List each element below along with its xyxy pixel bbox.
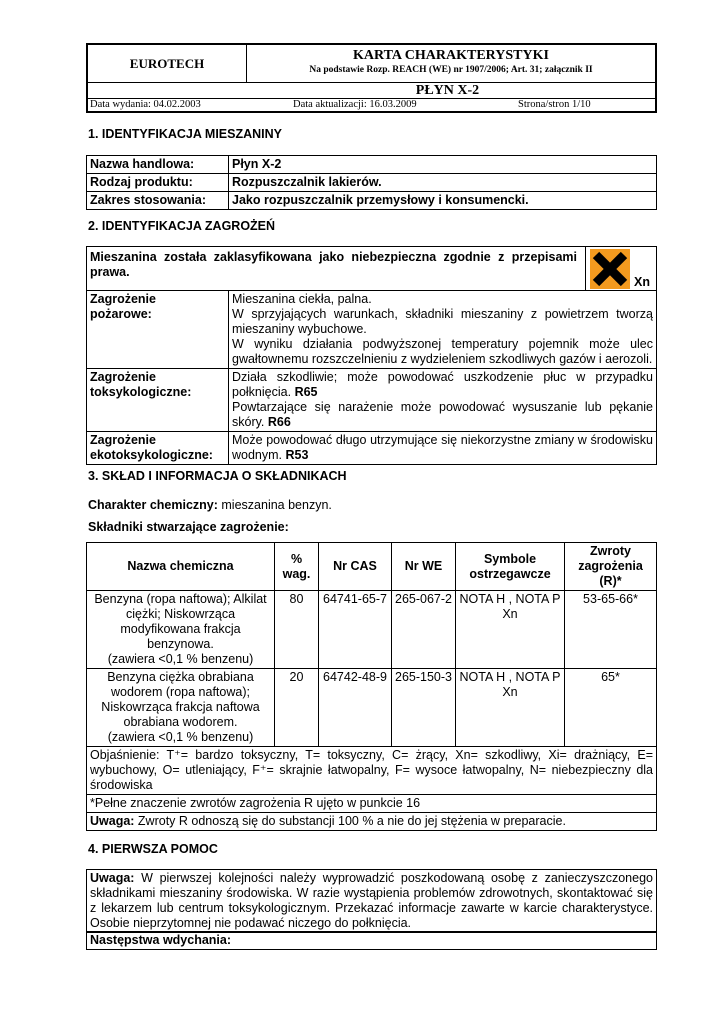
chemical-character-value: mieszanina benzyn. [217, 498, 332, 512]
warning-symbols: NOTA H , NOTA P Xn [456, 669, 565, 747]
risk-code: R66 [267, 415, 291, 429]
trade-name-label: Nazwa handlowa: [87, 156, 229, 174]
hazardous-components-title: Składniki stwarzające zagrożenie: [88, 520, 289, 534]
note-label: Uwaga: [90, 814, 135, 828]
percent-weight: 80 [275, 591, 319, 669]
symbol-legend: Objaśnienie: T⁺= bardzo toksyczny, T= toksyczny, C= żrący, Xn= szkodliwy, Xi= drażniący, E= wybuchowy, O= utleniający, F⁺= skrajnie łatwopalny, F= wysoce łatwopalny, N= niebezpieczny dla środowiska [87, 747, 657, 795]
components-table [86, 542, 657, 831]
fire-hazard-line: Mieszanina ciekła, palna. [232, 292, 372, 306]
trade-name-value: Płyn X-2 [229, 156, 657, 174]
section-3-title: 3. SKŁAD I INFORMACJA O SKŁADNIKACH [88, 469, 347, 483]
risk-code: R65 [294, 385, 318, 399]
product-name: PŁYN X-2 [87, 82, 656, 98]
fire-hazard-line: W sprzyjających warunkach, składniki mieszaniny z powietrzem tworzą mieszaniny wybuchowe. [232, 307, 653, 336]
column-header: % wag. [275, 543, 319, 591]
harmful-x-icon [590, 249, 630, 289]
toxicological-text: Działa szkodliwie; może powodować uszkodzenie płuc w przypadku połknięcia. [232, 370, 653, 399]
fire-hazard-label: Zagrożenie [90, 292, 156, 306]
ecotoxicological-text: Może powodować długo utrzymujące się niekorzystne zmiany w środowisku wodnym. [232, 433, 653, 462]
cas-number: 64741-65-7 [319, 591, 392, 669]
we-number: 265-150-3 [392, 669, 456, 747]
table-row: Benzyna (ropa naftowa); Alkilat ciężki; Niskowrząca modyfikowana frakcja benzynowa. (zawiera <0,1 % benzenu) 80 64741-65-7 265-067-2 NOTA H , NOTA P Xn 53-65-66* [87, 591, 657, 669]
toxicological-text: Powtarzające się narażenie może powodować wysuszanie lub pękanie skóry. [232, 400, 653, 429]
risk-code: R53 [285, 448, 309, 462]
product-type-label: Rodzaj produktu: [87, 174, 229, 192]
identification-table [86, 155, 657, 210]
risk-phrases: 65* [565, 669, 657, 747]
document-subtitle: Na podstawie Rozp. REACH (WE) nr 1907/2006; Art. 31; załącznik II [309, 65, 593, 76]
usage-label: Zakres stosowania: [87, 192, 229, 210]
document-header [86, 43, 657, 113]
cas-number: 64742-48-9 [319, 669, 392, 747]
issue-date: Data wydania: 04.02.2003 [90, 98, 201, 110]
we-number: 265-067-2 [392, 591, 456, 669]
note-text: Zwroty R odnoszą się do substancji 100 % a nie do jej stężenia w preparacie. [134, 814, 566, 828]
note-label: Uwaga: [90, 871, 135, 885]
company-name: EUROTECH [87, 44, 247, 82]
percent-weight: 20 [275, 669, 319, 747]
risk-phrases: 53-65-66* [565, 591, 657, 669]
first-aid-note [86, 869, 657, 933]
page-number: Strona/stron 1/10 [518, 98, 591, 110]
column-header: Nr CAS [319, 543, 392, 591]
warning-symbols: NOTA H , NOTA P Xn [456, 591, 565, 669]
classification-statement: Mieszanina została zaklasyfikowana jako niebezpieczna zgodnie z przepisami prawa. [90, 250, 577, 279]
toxicological-hazard-label: Zagrożenie [90, 370, 156, 384]
table-row: Benzyna ciężka obrabiana wodorem (ropa naftowa); Niskowrząca frakcja naftowa obrabiana wodorem. (zawiera <0,1 % benzenu) 20 64742-48-9 265-150-3 NOTA H , NOTA P Xn 65* [87, 669, 657, 747]
hazard-symbol-label: Xn [634, 275, 650, 289]
column-header: Symbole ostrzegawcze [456, 543, 565, 591]
section-1-title: 1. IDENTYFIKACJA MIESZANINY [88, 127, 283, 141]
column-header: Nr WE [392, 543, 456, 591]
inhalation-effects-label: Następstwa wdychania: [86, 931, 657, 950]
section-4-title: 4. PIERWSZA POMOC [88, 842, 218, 856]
chemical-name: Benzyna ciężka obrabiana wodorem (ropa naftowa); Niskowrząca frakcja naftowa obrabiana wodorem. [101, 670, 260, 729]
chemical-name: Benzyna (ropa naftowa); Alkilat ciężki; Niskowrząca modyfikowana frakcja benzynowa. [94, 592, 267, 651]
hazards-table: Mieszanina została zaklasyfikowana jako niebezpieczna zgodnie z przepisami prawa. Xn Zagrożenie pożarowe: Mieszanina ciekła, palna. W sprzyjających warunkach, składniki mieszaniny z powietrzem tworzą mieszaniny wybuchowe. W wyniku działania podwyższonej temperatury pojemnik może ulec gwałtownemu rozszczelnieniu z wydzieleniem szkodliwych gazów i aerozoli. Zagrożenie toksykologiczne: Działa szkodliwie; może powodować uszkodzenie płuc w przypadku połknięcia. R65 Powtarzające się narażenie może powodować wysuszanie lub pękanie skóry. R66 Zagrożenie ekotoksykologiczne: Może powodować długo utrzymujące się niekorzystne zmiany w środowisku wodnym. R53 [86, 246, 657, 465]
first-aid-text: W pierwszej kolejności należy wyprowadzić poszkodowaną osobę z zanieczyszczonego składnikami mieszaniny środowiska. W razie wystąpienia problemów zdrowotnych, skontaktować się z lekarzem lub centrum toksykologicznym. Przekazać informacje zawarte w karcie charakterystyce. Osobie nieprzytomnej nie podawać niczego do połknięcia. [90, 871, 653, 930]
usage-value: Jako rozpuszczalnik przemysłowy i konsumencki. [229, 192, 657, 210]
product-type-value: Rozpuszczalnik lakierów. [229, 174, 657, 192]
fire-hazard-line: W wyniku działania podwyższonej temperatury pojemnik może ulec gwałtownemu rozszczelnieniu z wydzieleniem szkodliwych gazów i aerozoli. [232, 337, 653, 366]
ecotoxicological-hazard-label: Zagrożenie [90, 433, 156, 447]
column-header: Nazwa chemiczna [87, 543, 275, 591]
r-phrases-footnote: *Pełne znaczenie zwrotów zagrożenia R ujęto w punkcie 16 [87, 795, 657, 813]
column-header: Zwroty zagrożenia (R)* [565, 543, 657, 591]
update-date: Data aktualizacji: 16.03.2009 [293, 98, 417, 110]
section-2-title: 2. IDENTYFIKACJA ZAGROŻEŃ [88, 219, 276, 233]
document-title: KARTA CHARAKTERYSTYKI [353, 48, 549, 64]
chemical-character-label: Charakter chemiczny: [88, 498, 218, 512]
